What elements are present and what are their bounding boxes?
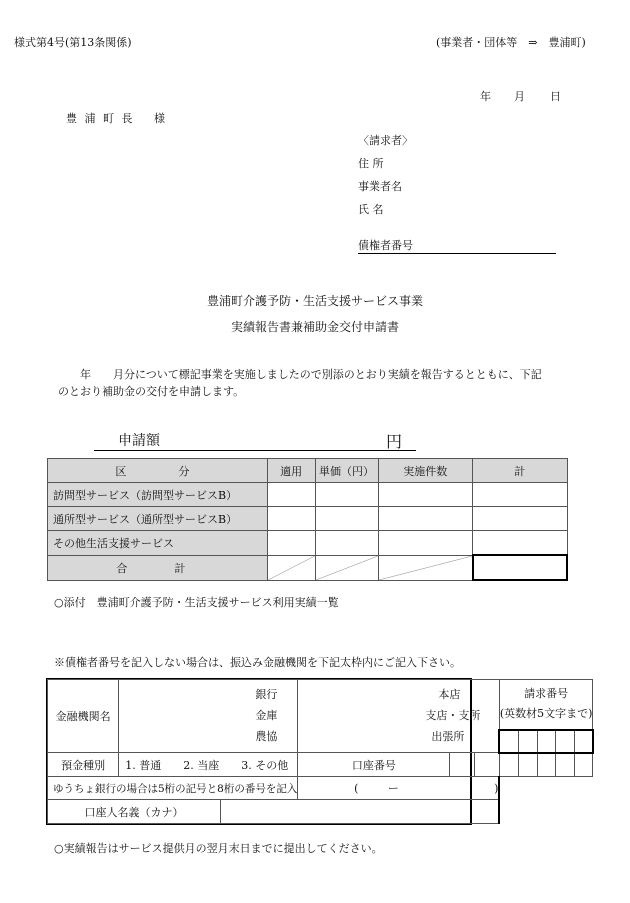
cell-input[interactable] [267, 507, 315, 531]
route-note: (事業者・団体等 ⇒ 豊浦町) [436, 36, 586, 49]
yucho-label: ゆうちょ銀行の場合は5桁の記号と8桁の番号を記入 [48, 777, 298, 800]
bank-type-shinkin: 金庫 [255, 709, 278, 722]
creditor-number-label: 債権者番号 [358, 239, 413, 252]
addressee-name: 豊 浦 町 長 [66, 112, 135, 125]
request-number-header [499, 680, 593, 730]
table-row [48, 507, 568, 531]
account-digit-box[interactable] [537, 753, 556, 777]
col-header-unit-price: 単価（円） [315, 459, 378, 483]
branch-name-field[interactable] [298, 680, 500, 753]
addressee-honorific: 様 [154, 112, 165, 125]
attachment-note: ○添付 豊浦町介護予防・生活支援サービス利用実績一覧 [54, 596, 339, 609]
account-number-label: 口座番号 [298, 753, 450, 777]
creditor-number-field[interactable] [358, 237, 556, 254]
cell-input[interactable] [473, 531, 567, 556]
report-table [47, 458, 568, 581]
yucho-dash: ー [387, 782, 399, 795]
date-day: 日 [550, 90, 561, 103]
body-text-line-1: 年 月分について標記事業を実施しましたので別添のとおり実績を報告するとともに、下記 [58, 368, 542, 381]
total-row [48, 555, 568, 580]
request-digit-box[interactable] [518, 730, 537, 753]
claimant-heading: 〈請求者〉 [358, 134, 413, 147]
title-line-1: 豊浦町介護予防・生活支援サービス事業 [206, 294, 423, 308]
account-digit-box[interactable] [499, 753, 518, 777]
amount-field[interactable] [94, 430, 416, 451]
cell-input[interactable] [378, 483, 473, 507]
request-number-note: (英数材5文字まで) [499, 707, 593, 721]
account-digit-box[interactable] [575, 753, 593, 777]
form-number: 様式第4号(第13条関係) [14, 36, 132, 49]
holder-name-field[interactable] [221, 800, 500, 824]
grand-total-cell[interactable] [473, 555, 567, 580]
report-header-row [48, 459, 568, 483]
deposit-type-label: 預金種別 [48, 753, 119, 777]
holder-label: 口座人名義（カナ） [48, 800, 221, 824]
bank-row-top [48, 680, 593, 730]
footer-note: ○実績報告はサービス提供月の翌月末日までに提出してください。 [54, 842, 383, 855]
diagonal-cell [378, 555, 473, 580]
branch-type-office: 出張所 [431, 730, 465, 743]
table-row [48, 483, 568, 507]
bank-type-nokyo: 農協 [255, 730, 278, 743]
holder-row [48, 800, 593, 824]
request-digit-box[interactable] [499, 730, 518, 753]
row-label-visit: 訪問型サービス（訪問型サービスB） [48, 483, 268, 507]
yucho-close-paren: ) [494, 782, 499, 795]
diagonal-cell [267, 555, 315, 580]
col-header-count: 実施件数 [378, 459, 473, 483]
claimant-business-label: 事業者名 [358, 180, 402, 193]
account-digit-box[interactable] [518, 753, 537, 777]
bank-type-bank: 銀行 [255, 688, 278, 701]
col-header-category: 区 分 [48, 459, 268, 483]
cell-input[interactable] [378, 531, 473, 556]
amount-label: 申請額 [118, 433, 160, 449]
request-number-label: 請求番号 [524, 687, 569, 701]
total-label: 合 計 [48, 555, 268, 580]
date-year: 年 [480, 90, 491, 103]
cell-input[interactable] [267, 483, 315, 507]
request-digit-box[interactable] [556, 730, 575, 753]
cell-input[interactable] [267, 531, 315, 556]
cell-input[interactable] [473, 483, 567, 507]
cell-input[interactable] [473, 507, 567, 531]
title-line-2: 実績報告書兼補助金交付申請書 [230, 320, 399, 334]
bank-table [47, 679, 594, 824]
branch-type-main: 本店 [438, 688, 461, 701]
branch-type-branch: 支店・支所 [425, 709, 481, 722]
yucho-open-paren: ( [354, 782, 359, 795]
claimant-name-label: 氏 名 [358, 203, 384, 216]
institution-name-field[interactable] [119, 680, 298, 753]
deposit-row [48, 753, 593, 777]
diagonal-cell [315, 555, 378, 580]
bank-note: ※債権者番号を記入しない場合は、振込み金融機関を下記太枠内にご記入下さい。 [54, 656, 461, 669]
row-label-daycare: 通所型サービス（通所型サービスB） [48, 507, 268, 531]
claimant-address-label: 住 所 [358, 157, 384, 170]
yucho-number-field[interactable] [298, 777, 500, 800]
table-row [48, 531, 568, 556]
cell-input[interactable] [378, 507, 473, 531]
body-text-line-2: のとおり補助金の交付を申請します。 [58, 385, 245, 398]
deposit-options[interactable]: 1. 普通 2. 当座 3. その他 [119, 753, 298, 777]
institution-label: 金融機関名 [48, 680, 119, 753]
col-header-total: 計 [473, 459, 567, 483]
request-digit-box[interactable] [537, 730, 556, 753]
cell-input[interactable] [315, 507, 378, 531]
cell-input[interactable] [315, 483, 378, 507]
yucho-row [48, 777, 593, 800]
date-month: 月 [514, 90, 525, 103]
cell-input[interactable] [315, 531, 378, 556]
account-digit-box[interactable] [556, 753, 575, 777]
account-digit-box[interactable] [450, 753, 475, 777]
amount-unit: 円 [386, 432, 403, 451]
row-label-other: その他生活支援サービス [48, 531, 268, 556]
col-header-applicable: 適用 [267, 459, 315, 483]
request-digit-box[interactable] [575, 730, 593, 753]
account-digit-box[interactable] [475, 753, 500, 777]
